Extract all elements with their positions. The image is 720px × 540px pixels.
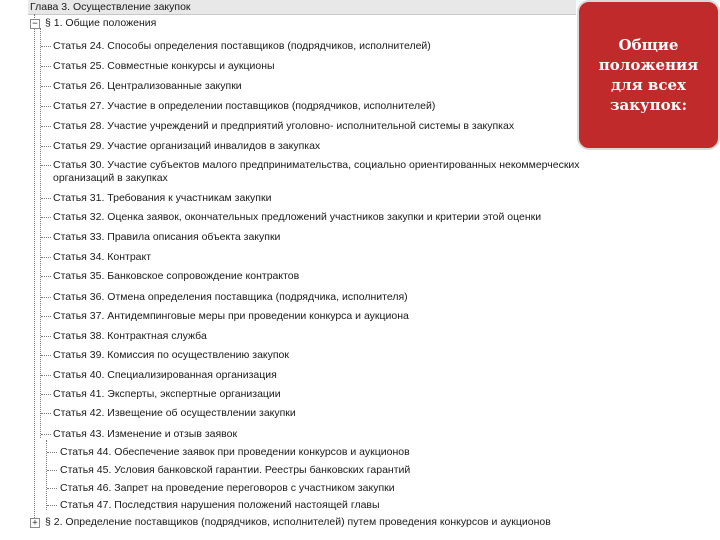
article-label: Статья 30. Участие субъектов малого предпринимательства, социально ориентированных некоммерческих xyxy=(53,159,580,171)
tree-branch xyxy=(41,316,51,317)
tree-branch xyxy=(47,470,57,471)
tree-branch xyxy=(41,394,51,395)
tree-branch xyxy=(41,106,51,107)
article-label: Статья 35. Банковское сопровождение контрактов xyxy=(53,270,300,282)
article-label: Статья 25. Совместные конкурсы и аукционы xyxy=(53,60,275,72)
sub-article-label: Статья 45. Условия банковской гарантии. Реестры банковских гарантий xyxy=(60,464,411,476)
article-label: Статья 27. Участие в определении поставщиков (подрядчиков, исполнителей) xyxy=(53,100,436,112)
tree-branch xyxy=(41,126,51,127)
tree-branch xyxy=(41,276,51,277)
article-label: Статья 41. Эксперты, экспертные организации xyxy=(53,388,281,400)
tree-connector xyxy=(34,14,35,522)
article-label: организаций в закупках xyxy=(53,172,168,184)
sub-article-label: Статья 47. Последствия нарушения положений настоящей главы xyxy=(60,499,380,511)
tree-branch xyxy=(41,297,51,298)
tree-branch xyxy=(47,505,57,506)
article-label: Статья 39. Комиссия по осуществлению закупок xyxy=(53,349,289,361)
chapter-title: Глава 3. Осуществление закупок xyxy=(30,1,191,13)
article-label: Статья 34. Контракт xyxy=(53,251,152,263)
tree-branch xyxy=(47,488,57,489)
tree-branch xyxy=(41,198,51,199)
article-label: Статья 33. Правила описания объекта закупки xyxy=(53,231,281,243)
sub-article-label: Статья 46. Запрет на проведение переговоров с участником закупки xyxy=(60,482,395,494)
tree-branch xyxy=(41,46,51,47)
section-2-label: § 2. Определение поставщиков (подрядчиков, исполнителей) путем проведения конкурсов и аукционов xyxy=(45,516,551,528)
tree-branch xyxy=(41,237,51,238)
tree-branch xyxy=(41,257,51,258)
expand-toggle-icon[interactable]: + xyxy=(30,518,40,528)
callout-box xyxy=(577,0,720,150)
article-label: Статья 36. Отмена определения поставщика (подрядчика, исполнителя) xyxy=(53,291,408,303)
tree-branch xyxy=(41,165,51,166)
article-label: Статья 28. Участие учреждений и предприятий уголовно- исполнительной системы в закупках xyxy=(53,120,515,132)
collapse-toggle-icon[interactable]: − xyxy=(30,19,40,29)
article-label: Статья 32. Оценка заявок, окончательных предложений участников закупки и критерии этой оценки xyxy=(53,211,542,223)
tree-branch xyxy=(41,336,51,337)
tree-branch xyxy=(41,86,51,87)
article-label: Статья 24. Способы определения поставщиков (подрядчиков, исполнителей) xyxy=(53,40,431,52)
tree-branch xyxy=(41,413,51,414)
tree-branch xyxy=(41,355,51,356)
article-label: Статья 29. Участие организаций инвалидов в закупках xyxy=(53,140,321,152)
tree-branch xyxy=(41,66,51,67)
tree-connector xyxy=(46,440,47,510)
section-1-label: § 1. Общие положения xyxy=(45,17,157,29)
article-label: Статья 40. Специализированная организация xyxy=(53,369,277,381)
tree-branch xyxy=(41,434,51,435)
callout-text: Общие положения для всех закупок: xyxy=(598,36,699,114)
article-label: Статья 31. Требования к участникам закупки xyxy=(53,192,272,204)
tree-branch xyxy=(41,217,51,218)
article-label: Статья 42. Извещение об осуществлении закупки xyxy=(53,407,296,419)
tree-branch xyxy=(47,452,57,453)
tree-branch xyxy=(41,146,51,147)
article-label: Статья 38. Контрактная служба xyxy=(53,330,207,342)
tree-branch xyxy=(41,375,51,376)
article-label: Статья 26. Централизованные закупки xyxy=(53,80,242,92)
tree-connector xyxy=(40,28,41,438)
article-label: Статья 37. Антидемпинговые меры при проведении конкурса и аукциона xyxy=(53,310,409,322)
article-label: Статья 43. Изменение и отзыв заявок xyxy=(53,428,238,440)
sub-article-label: Статья 44. Обеспечение заявок при проведении конкурсов и аукционов xyxy=(60,446,410,458)
